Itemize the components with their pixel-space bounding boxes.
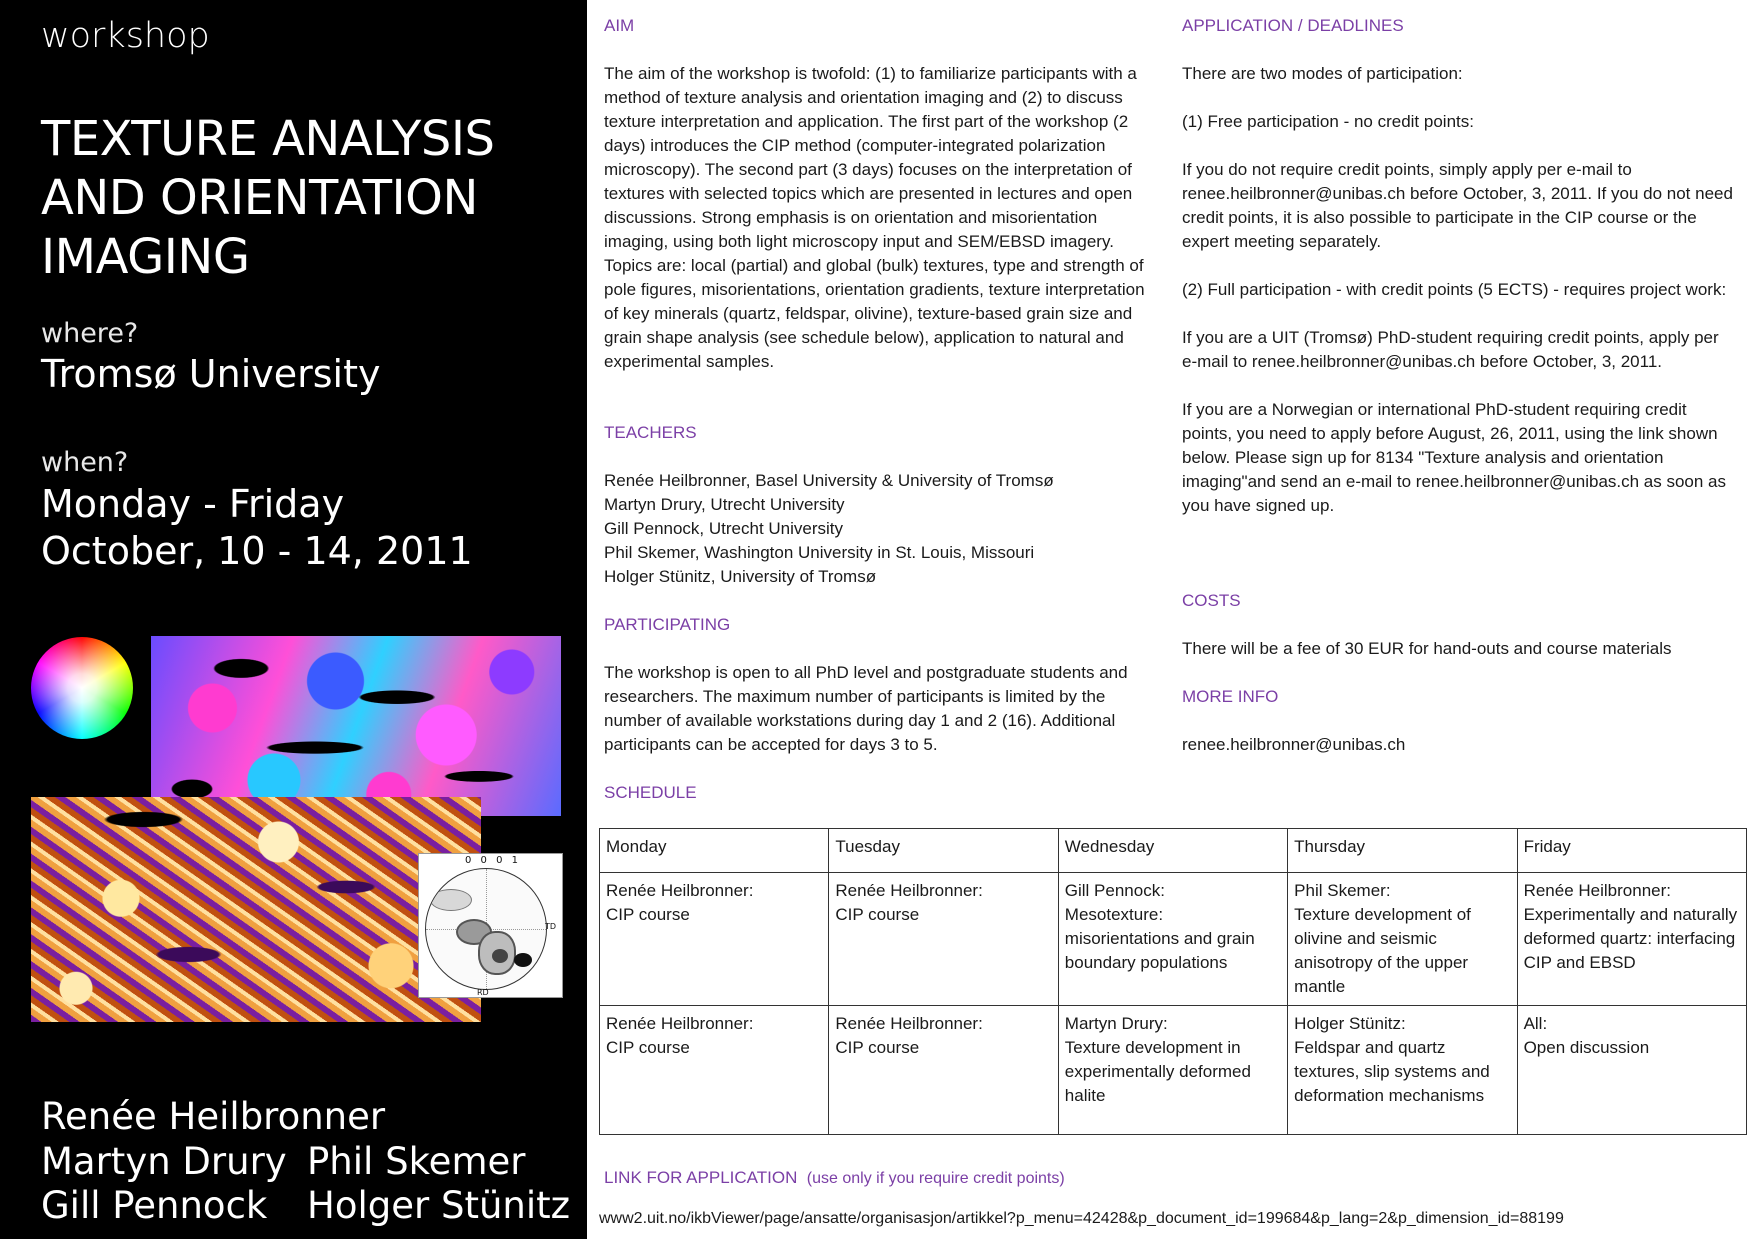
schedule-row: [600, 873, 1747, 1006]
cell-presenter: Phil Skemer:: [1294, 881, 1391, 900]
teacher-item: Gill Pennock, Utrecht University: [604, 519, 844, 538]
cell-topic: Texture development in experimentally deformed halite: [1064, 1038, 1251, 1105]
link-heading-title: LINK FOR APPLICATION: [604, 1168, 798, 1187]
pole-figure: [418, 853, 563, 998]
day-friday: Friday: [1517, 829, 1746, 873]
when-days: Monday - Friday: [41, 482, 345, 526]
cell-presenter: Holger Stünitz:: [1294, 1014, 1406, 1033]
schedule-cell: [1288, 1006, 1517, 1135]
cell-topic: Open discussion: [1523, 1038, 1650, 1057]
where-label: where?: [41, 318, 139, 349]
cell-presenter: Renée Heilbronner:: [835, 881, 983, 900]
color-wheel-legend: [31, 637, 133, 739]
participating-text: The workshop is open to all PhD level and postgraduate students and researchers. The maximum number of participants is limited by the number of available workstations during day 1 and 2 (16). Additional participants can be accepted for days 3 to 5.: [604, 663, 1128, 754]
application-paragraph: If you are a UIT (Tromsø) PhD-student requiring credit points, apply per e-mail to renee.heilbronner@unibas.ch before October, 3, 2011.: [1182, 328, 1719, 371]
aim-heading: AIM: [604, 16, 635, 35]
day-wednesday: Wednesday: [1058, 829, 1287, 873]
cell-topic: CIP course: [606, 1038, 690, 1057]
schedule-cell: [829, 873, 1058, 1006]
schedule-table: [599, 828, 1747, 1135]
cell-presenter: Renée Heilbronner:: [606, 1014, 754, 1033]
schedule-cell: [600, 873, 829, 1006]
pole-figure-td: TD: [545, 922, 557, 931]
schedule-cell: [1288, 873, 1517, 1006]
participating-heading: PARTICIPATING: [604, 615, 731, 634]
orientation-image-top: [151, 636, 561, 816]
teachers-heading: TEACHERS: [604, 423, 697, 442]
cell-presenter: Renée Heilbronner:: [1523, 881, 1671, 900]
schedule-cell: [829, 1006, 1058, 1135]
link-heading-note: (use only if you require credit points): [806, 1170, 1065, 1187]
teacher-item: Phil Skemer, Washington University in St. Louis, Missouri: [604, 543, 1035, 562]
application-paragraph: (2) Full participation - with credit points (5 ECTS) - requires project work:: [1182, 280, 1727, 299]
more-info-heading: MORE INFO: [1182, 687, 1279, 706]
teacher-item: Renée Heilbronner, Basel University & University of Tromsø: [604, 471, 1054, 490]
orientation-image-bottom: [31, 797, 481, 1022]
cell-topic: Feldspar and quartz textures, slip systems and deformation mechanisms: [1294, 1038, 1490, 1105]
name-stunitz: Holger Stünitz: [307, 1184, 571, 1227]
link-heading: [604, 1166, 1065, 1191]
cell-presenter: Gill Pennock:: [1064, 881, 1165, 900]
schedule-cell: [1058, 873, 1287, 1006]
name-drury: Martyn Drury: [41, 1140, 287, 1183]
schedule-cell: [600, 1006, 829, 1135]
cell-topic: CIP course: [835, 905, 920, 924]
schedule-cell: [1058, 1006, 1287, 1135]
aim-text: The aim of the workshop is twofold: (1) to familiarize participants with a method of texture analysis and orientation imaging and (2) to discuss texture interpretation and application. The first part of the workshop (2 days) introduces the CIP method (computer-integrated polarization microscopy). The second part (3 days) focuses on the interpretation of textures with selected topics which are presented in lectures and open discussions. Strong emphasis is on orientation and misorientation imaging, using both light microscopy input and SEM/EBSD imagery. Topics are: local (partial) and global (bulk) textures, type and strength of pole figures, misorientations, orientation gradients, texture interpretation of key minerals (quartz, feldspar, olivine), texture-based grain size and grain shape analysis (see schedule below), application to natural and experimental samples.: [604, 64, 1145, 371]
workshop-label: workshop: [41, 16, 210, 56]
name-heilbronner: Renée Heilbronner: [41, 1095, 386, 1138]
where-value: Tromsø University: [41, 352, 381, 396]
application-paragraph: (1) Free participation - no credit points:: [1182, 112, 1474, 131]
name-skemer: Phil Skemer: [307, 1140, 526, 1183]
application-heading: APPLICATION / DEADLINES: [1182, 16, 1404, 35]
when-dates: October, 10 - 14, 2011: [41, 529, 473, 573]
contact-email[interactable]: renee.heilbronner@unibas.ch: [1182, 735, 1406, 754]
schedule-cell: [1517, 873, 1746, 1006]
teacher-item: Holger Stünitz, University of Tromsø: [604, 567, 877, 586]
cell-topic: CIP course: [835, 1038, 920, 1057]
workshop-title: TEXTURE ANALYSIS AND ORIENTATION IMAGING: [41, 111, 495, 285]
application-paragraph: There are two modes of participation:: [1182, 64, 1463, 83]
application-text: [1182, 62, 1737, 542]
schedule-cell: [1517, 1006, 1746, 1135]
schedule-row: [600, 1006, 1747, 1135]
cell-topic: Texture development of olivine and seismic anisotropy of the upper mantle: [1294, 905, 1471, 996]
schedule-heading: SCHEDULE: [604, 783, 697, 802]
cell-topic: Experimentally and naturally deformed quartz: interfacing CIP and EBSD: [1523, 905, 1738, 972]
when-label: when?: [41, 447, 129, 478]
pole-figure-contour: [430, 889, 472, 911]
teachers-list: [604, 469, 1164, 589]
application-paragraph: If you do not require credit points, simply apply per e-mail to renee.heilbronner@unibas.ch before October, 3, 2011. If you do not need credit points, it is also possible to participate in the CIP course or the expert meeting separately.: [1182, 160, 1733, 251]
pole-figure-maximum: [492, 949, 508, 963]
pole-figure-label: 0 0 0 1: [465, 855, 521, 866]
cell-presenter: Renée Heilbronner:: [835, 1014, 983, 1033]
cell-presenter: All:: [1523, 1014, 1548, 1033]
left-panel: [0, 0, 587, 1239]
day-tuesday: Tuesday: [829, 829, 1058, 873]
pole-figure-rd: RD: [477, 988, 489, 997]
cell-topic: CIP course: [606, 905, 690, 924]
name-pennock: Gill Pennock: [41, 1184, 268, 1227]
pole-figure-circle: [425, 868, 547, 990]
teacher-item: Martyn Drury, Utrecht University: [604, 495, 845, 514]
application-link[interactable]: www2.uit.no/ikbViewer/page/ansatte/organisasjon/artikkel?p_menu=42428&p_document_id=199684&p_lang=2&p_dimension_id=88199: [599, 1210, 1564, 1227]
costs-heading: COSTS: [1182, 591, 1241, 610]
application-paragraph: If you are a Norwegian or international PhD-student requiring credit points, you need to apply before August, 26, 2011, using the link shown below. Please sign up for 8134 "Texture analysis and orientation imaging"and send an e-mail to renee.heilbronner@unibas.ch as soon as you have signed up.: [1182, 400, 1727, 515]
pole-figure-maximum: [514, 953, 532, 967]
costs-text: There will be a fee of 30 EUR for hand-outs and course materials: [1182, 639, 1672, 658]
day-monday: Monday: [600, 829, 829, 873]
cell-presenter: Martyn Drury:: [1064, 1014, 1168, 1033]
cell-presenter: Renée Heilbronner:: [606, 881, 754, 900]
day-thursday: Thursday: [1288, 829, 1517, 873]
schedule-header-row: [600, 829, 1747, 873]
cell-topic: Mesotexture: misorientations and grain boundary populations: [1064, 905, 1255, 972]
